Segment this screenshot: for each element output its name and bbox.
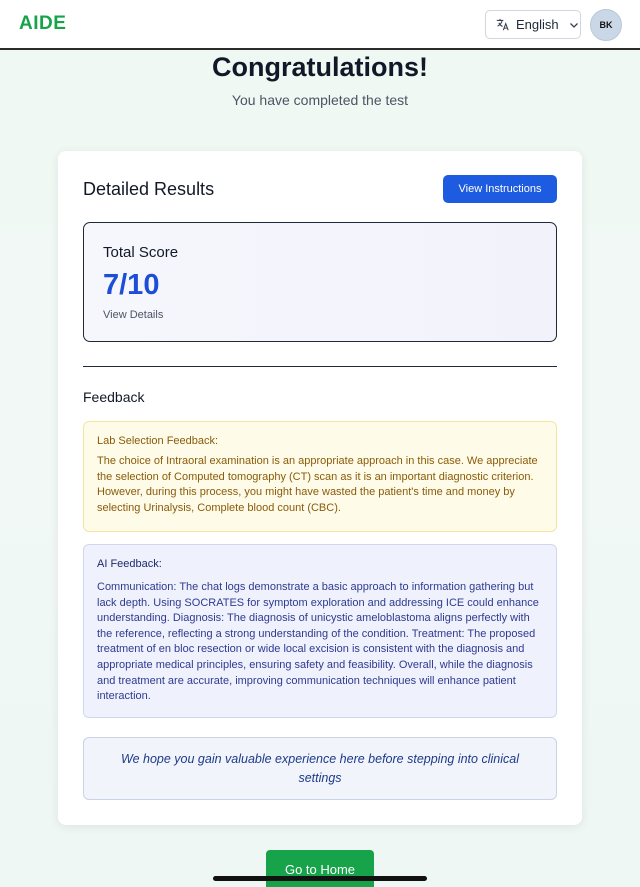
results-card (58, 151, 582, 825)
feedback-heading: Feedback (83, 389, 145, 405)
language-label: English (516, 17, 559, 32)
total-score-box (83, 222, 557, 342)
ai-feedback-box (83, 544, 557, 718)
score-label: Total Score (103, 244, 179, 261)
divider (83, 366, 557, 367)
avatar[interactable]: BK (590, 9, 622, 41)
home-indicator (213, 876, 427, 881)
ai-feedback-title: AI Feedback: (97, 558, 162, 570)
lab-feedback-title: Lab Selection Feedback: (97, 435, 219, 447)
score-value: 7/10 (103, 269, 160, 301)
translate-icon (496, 18, 510, 31)
page-subtitle: You have completed the test (231, 92, 409, 108)
app-logo[interactable]: AIDE (19, 13, 67, 34)
view-details-link[interactable]: View Details (103, 309, 164, 321)
lab-feedback-text: The choice of Intraoral examination is an appropriate approach in this case. We appreciate the selection of Computed tomography (CT) scan as it is an important diagnostic criterion. However, during this process, you might have wasted the patient's time and money by selecting Urinalysis, Complete blood count (CBC). (97, 455, 538, 514)
page-title: Congratulations! (212, 52, 428, 82)
language-selector[interactable] (485, 10, 581, 39)
view-instructions-button[interactable]: View Instructions (443, 175, 557, 203)
results-title: Detailed Results (83, 179, 215, 199)
ai-feedback-text: Communication: The chat logs demonstrate a basic approach to information gathering but lack depth. Using SOCRATES for symptom exploration and addressing ICE could enhance understanding. Diagnosis: The diagnosis of unicystic ameloblastoma aligns perfectly with the reference, reflecting a strong understanding of the condition. Treatment: The proposed treatment of en bloc resection or wide local excision is consistent with the diagnosis and appropriate medical principles, ensuring safety and feasibility. Overall, while the diagnosis and treatment are accurate, improving communication techniques will enhance patient interaction. (97, 581, 539, 703)
lab-feedback-box (83, 421, 557, 532)
chevron-down-icon (569, 20, 579, 30)
closing-message: We hope you gain valuable experience here before stepping into clinical settings (83, 737, 557, 800)
top-bar (0, 0, 640, 50)
go-to-home-button[interactable]: Go to Home (266, 850, 374, 887)
